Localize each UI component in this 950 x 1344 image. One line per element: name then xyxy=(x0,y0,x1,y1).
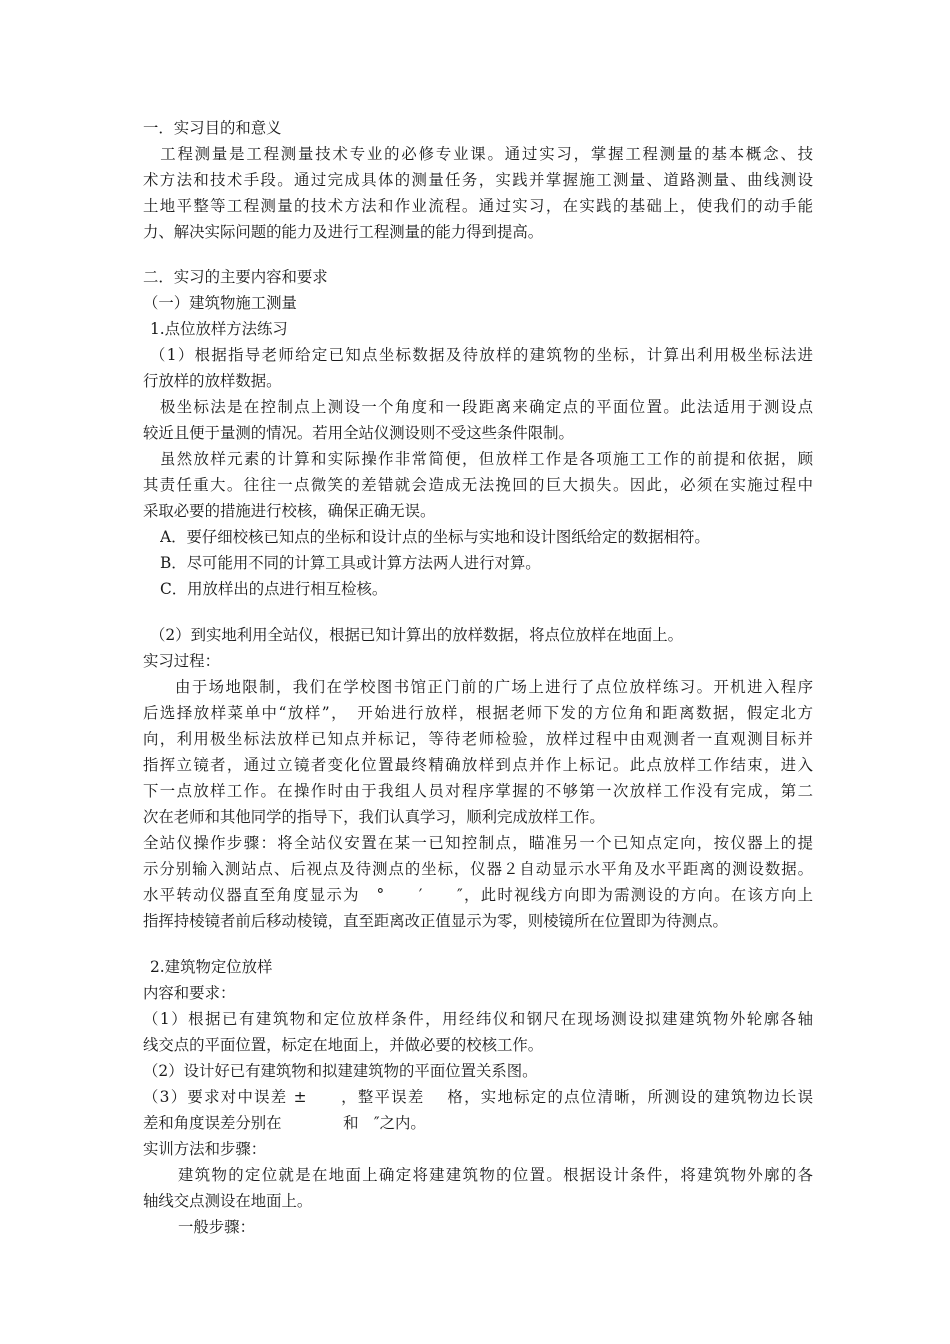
paragraph-line: （1）根据已有建筑物和定位放样条件，用经纬仪和钢尺在现场测设拟建建筑物外轮廓各轴 xyxy=(143,1010,813,1028)
paragraph-line: （3）要求对中误差 ± ，整平误差 格，实地标定的点位清晰，所测设的建筑物边长误 xyxy=(143,1088,813,1106)
paragraph-line: 向，利用极坐标法放样已知点并标记，等待老师检验，放样过程中由观测者一直观测目标并 xyxy=(143,730,813,748)
paragraph-line: 较近且便于量测的情况。若用全站仪测设则不受这些条件限制。 xyxy=(143,424,574,442)
paragraph-line: 土地平整等工程测量的技术方法和作业流程。通过实习，在实践的基础上，使我们的动手能 xyxy=(143,197,813,215)
paragraph-line: 线交点的平面位置，标定在地面上，并做必要的校核工作。 xyxy=(143,1036,544,1054)
paragraph-line: （2）设计好已有建筑物和拟建建筑物的平面位置关系图。 xyxy=(143,1062,538,1080)
paragraph-line: 极坐标法是在控制点上测设一个角度和一段距离来确定点的平面位置。此法适用于测设点 xyxy=(160,398,813,416)
paragraph-line: 采取必要的措施进行校核，确保正确无误。 xyxy=(143,502,436,520)
paragraph-line: 下一点放样工作。在操作时由于我组人员对程序掌握的不够第一次放样工作没有完成，第二 xyxy=(143,782,813,800)
section-1-heading: 一．实习目的和意义 xyxy=(143,119,282,137)
label: 实训方法和步骤： xyxy=(143,1140,267,1158)
label: 一般步骤： xyxy=(178,1218,255,1236)
subsection-heading: （一）建筑物施工测量 xyxy=(143,294,297,312)
paragraph-line: （1）根据指导老师给定已知点坐标数据及待放样的建筑物的坐标，计算出利用极坐标法进 xyxy=(150,346,813,364)
paragraph-line: 工程测量是工程测量技术专业的必修专业课。通过实习，掌握工程测量的基本概念、技 xyxy=(143,145,813,163)
item-heading: 1.点位放样方法练习 xyxy=(150,320,288,338)
paragraph-line: 差和角度误差分别在 和 ″之内。 xyxy=(143,1114,426,1132)
paragraph-line: 全站仪操作步骤：将全站仪安置在某一已知控制点，瞄准另一个已知点定向，按仪器上的提 xyxy=(143,834,813,852)
paragraph-line: 术方法和技术手段。通过完成具体的测量任务，实践并掌握施工测量、道路测量、曲线测设 xyxy=(143,171,813,189)
label: 实习过程： xyxy=(143,652,220,670)
list-item: A．要仔细校核已知点的坐标和设计点的坐标与实地和设计图纸给定的数据相符。 xyxy=(160,528,710,546)
label: 内容和要求： xyxy=(143,984,236,1002)
paragraph-line: 建筑物的定位就是在地面上确定将建建筑物的位置。根据设计条件，将建筑物外廓的各 xyxy=(178,1166,813,1184)
paragraph-line: 行放样的放样数据。 xyxy=(143,372,282,390)
paragraph-line: 虽然放样元素的计算和实际操作非常简便，但放样工作是各项施工工作的前提和依据，顾 xyxy=(160,450,813,468)
paragraph-line: 指挥立镜者，通过立镜者变化位置最终精确放样到点并作上标记。此点放样工作结束，进入 xyxy=(143,756,813,774)
paragraph-line: 后选择放样菜单中“放样”， 开始进行放样，根据老师下发的方位角和距离数据，假定北方 xyxy=(143,704,813,722)
paragraph-line: 示分别输入测站点、后视点及待测点的坐标，仪器２自动显示水平角及水平距离的测设数据。 xyxy=(143,860,813,878)
paragraph-line: 力、解决实际问题的能力及进行工程测量的能力得到提高。 xyxy=(143,223,544,241)
list-item: B．尽可能用不同的计算工具或计算方法两人进行对算。 xyxy=(160,554,541,572)
paragraph-line: 轴线交点测设在地面上。 xyxy=(143,1192,313,1210)
paragraph-line: 次在老师和其他同学的指导下，我们认真学习，顺利完成放样工作。 xyxy=(143,808,605,826)
item-heading: 2.建筑物定位放样 xyxy=(150,958,273,976)
paragraph-line: （2）到实地利用全站仪，根据已知计算出的放样数据，将点位放样在地面上。 xyxy=(150,626,684,644)
list-item: C．用放样出的点进行相互检核。 xyxy=(160,580,388,598)
paragraph-line: 由于场地限制，我们在学校图书馆正门前的广场上进行了点位放样练习。开机进入程序 xyxy=(175,678,813,696)
paragraph-line: 指挥持棱镜者前后移动棱镜，直至距离改正值显示为零，则棱镜所在位置即为待测点。 xyxy=(143,912,728,930)
paragraph-line: 水平转动仪器直至角度显示为 ° ′ ″，此时视线方向即为需测设的方向。在该方向上 xyxy=(143,886,813,904)
section-2-heading: 二．实习的主要内容和要求 xyxy=(143,268,328,286)
paragraph-line: 其责任重大。往往一点微笑的差错就会造成无法挽回的巨大损失。因此，必须在实施过程中 xyxy=(143,476,813,494)
